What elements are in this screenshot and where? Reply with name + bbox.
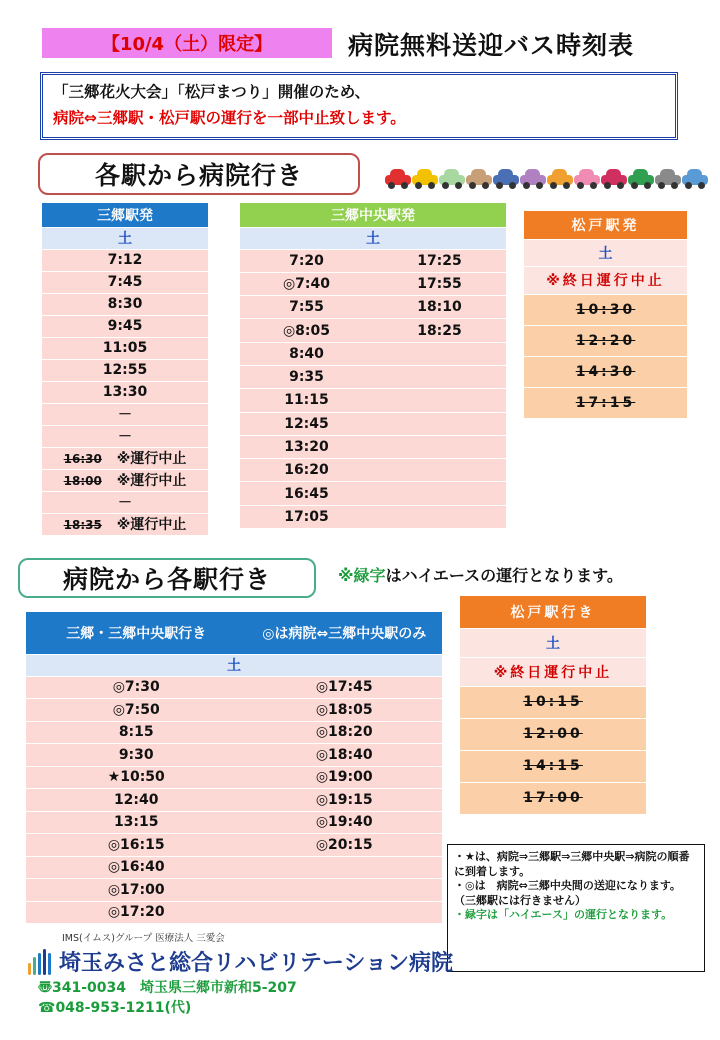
notice-line-2: 病院⇔三郷駅・松戸駅の運行を一部中止致します。 <box>53 109 406 127</box>
section-to-hospital-title: 各駅から病院行き <box>38 153 360 195</box>
misato-departure-table <box>42 203 208 536</box>
car-icon <box>493 168 519 190</box>
car-icon <box>601 168 627 190</box>
table-row <box>42 271 208 293</box>
table-row <box>42 381 208 403</box>
table-row <box>26 699 442 722</box>
time-cell <box>42 381 208 403</box>
time-cell <box>42 293 208 315</box>
table-row <box>26 879 442 902</box>
time-cell: 17:15 <box>524 387 687 418</box>
car-icon <box>520 168 546 190</box>
halt-note: ※運行中止 <box>111 473 187 489</box>
halt-note: ※運行中止 <box>111 451 187 467</box>
departure-time: 8:30 <box>107 296 143 312</box>
time-cell: 9:35 <box>240 365 373 388</box>
memo-circle: ・◎は 病院⇔三郷中央間の送迎になります。 <box>454 879 681 892</box>
time-cell: ◎18:20 <box>246 721 442 744</box>
table-row <box>240 296 506 319</box>
time-cell <box>373 482 506 505</box>
section-from-hospital-title: 病院から各駅行き <box>18 558 316 598</box>
time-cell <box>246 879 442 902</box>
time-cell <box>373 412 506 435</box>
departure-time: 12:55 <box>102 362 148 378</box>
to-matsudo-halt: ※終日運行中止 <box>460 657 646 686</box>
hospital-name: 埼玉みさと総合リハビリテーション病院 <box>59 951 454 976</box>
table-row <box>26 834 442 857</box>
table-row <box>26 856 442 879</box>
to-matsudo-table <box>460 596 646 815</box>
matsudo-departure-day: 土 <box>524 239 687 266</box>
postal-address: 〠341-0034 埼玉県三郷市新和5-207 <box>38 980 297 996</box>
misato-chuo-departure-day: 土 <box>240 227 506 249</box>
halt-note: ※運行中止 <box>111 517 187 533</box>
table-row <box>460 782 646 814</box>
table-row <box>26 811 442 834</box>
time-cell: 7:55 <box>240 296 373 319</box>
time-cell: 12:00 <box>460 718 646 750</box>
time-cell <box>373 365 506 388</box>
time-cell <box>373 435 506 458</box>
departure-time: 18:00 <box>63 474 102 488</box>
matsudo-departure-table <box>524 211 687 419</box>
car-icon <box>628 168 654 190</box>
car-icon <box>655 168 681 190</box>
time-cell: 17:25 <box>373 249 506 272</box>
time-cell <box>42 491 208 513</box>
time-cell <box>42 513 208 535</box>
table-row <box>42 403 208 425</box>
table-row <box>42 513 208 535</box>
matsudo-departure-halt: ※終日運行中止 <box>524 266 687 294</box>
misato-departure-day: 土 <box>42 227 208 249</box>
time-cell: ◎7:40 <box>240 272 373 295</box>
table-row <box>524 294 687 325</box>
table-row <box>460 718 646 750</box>
time-cell <box>42 337 208 359</box>
time-cell: ◎19:15 <box>246 789 442 812</box>
time-cell <box>42 425 208 447</box>
departure-time: 18:35 <box>63 518 102 532</box>
time-cell: 12:45 <box>240 412 373 435</box>
time-cell: 14:30 <box>524 356 687 387</box>
legend-memo <box>447 844 705 972</box>
departure-time: 16:30 <box>63 452 102 466</box>
table-row <box>26 721 442 744</box>
notice-box <box>40 72 678 140</box>
notice-line-1: 「三郷花火大会」「松戸まつり」開催のため、 <box>53 83 371 101</box>
time-cell: ◎17:20 <box>26 901 246 924</box>
car-icon <box>574 168 600 190</box>
car-icon <box>682 168 708 190</box>
time-cell: 10:30 <box>524 294 687 325</box>
time-cell: 8:40 <box>240 342 373 365</box>
to-misato-header-left: 三郷・三郷中央駅行き <box>26 612 246 654</box>
time-cell: 16:45 <box>240 482 373 505</box>
time-cell <box>42 359 208 381</box>
time-cell <box>373 459 506 482</box>
table-row <box>42 293 208 315</box>
time-cell: 18:10 <box>373 296 506 319</box>
departure-time: 13:30 <box>102 384 148 400</box>
time-cell: 18:25 <box>373 319 506 342</box>
table-row <box>42 447 208 469</box>
departure-time: 9:45 <box>107 318 143 334</box>
time-cell <box>42 271 208 293</box>
table-row <box>42 491 208 513</box>
car-icon <box>466 168 492 190</box>
time-cell <box>373 389 506 412</box>
time-cell: ◎19:00 <box>246 766 442 789</box>
table-row <box>240 435 506 458</box>
table-row <box>240 272 506 295</box>
time-cell: ◎18:40 <box>246 744 442 767</box>
time-cell <box>246 901 442 924</box>
table-row <box>240 249 506 272</box>
table-row <box>42 469 208 491</box>
matsudo-departure-header: 松戸駅発 <box>524 211 687 239</box>
time-cell <box>246 856 442 879</box>
table-row <box>524 387 687 418</box>
table-row <box>42 315 208 337</box>
memo-star: ・★は、病院⇒三郷駅⇒三郷中央駅⇒病院の順番に到着します。 <box>454 850 690 878</box>
time-cell: ◎16:40 <box>26 856 246 879</box>
car-icon <box>385 168 411 190</box>
to-misato-header-right: ◎は病院⇔三郷中央駅のみ <box>246 612 442 654</box>
time-cell: ◎7:50 <box>26 699 246 722</box>
table-row <box>26 901 442 924</box>
table-row <box>240 342 506 365</box>
departure-time: 7:12 <box>107 252 143 268</box>
table-row <box>240 482 506 505</box>
table-row <box>240 412 506 435</box>
memo-misato-note: （三郷駅には行きません） <box>454 893 586 907</box>
time-cell <box>42 469 208 491</box>
to-matsudo-header: 松戸駅行き <box>460 596 646 628</box>
car-icon <box>412 168 438 190</box>
time-cell: 13:15 <box>26 811 246 834</box>
table-row <box>524 356 687 387</box>
time-cell <box>42 315 208 337</box>
time-cell: 7:20 <box>240 249 373 272</box>
time-cell: ◎20:15 <box>246 834 442 857</box>
group-name: IMS(イムス)グループ 医療法人 三愛会 <box>62 933 225 944</box>
time-cell: 17:05 <box>240 505 373 528</box>
contact-info <box>38 978 297 1018</box>
table-row <box>26 789 442 812</box>
date-badge: 【10/4（土）限定】 <box>42 28 332 58</box>
time-cell: 14:15 <box>460 750 646 782</box>
time-cell <box>42 249 208 271</box>
misato-departure-header: 三郷駅発 <box>42 203 208 227</box>
time-cell: ◎8:05 <box>240 319 373 342</box>
time-cell: ◎17:45 <box>246 676 442 699</box>
table-row <box>42 425 208 447</box>
time-cell <box>373 505 506 528</box>
time-cell: 10:15 <box>460 686 646 718</box>
table-row <box>240 365 506 388</box>
time-cell: 12:20 <box>524 325 687 356</box>
time-cell: 17:00 <box>460 782 646 814</box>
departure-time: 11:05 <box>102 340 148 356</box>
page-title: 病院無料送迎バス時刻表 <box>348 31 635 60</box>
table-row <box>42 337 208 359</box>
table-row <box>26 676 442 699</box>
time-cell: ◎16:15 <box>26 834 246 857</box>
hiace-note-text: はハイエースの運行となります。 <box>385 566 623 585</box>
departure-time: － <box>118 495 132 511</box>
table-row <box>42 359 208 381</box>
time-cell: 12:40 <box>26 789 246 812</box>
hiace-note-green: ※緑字 <box>338 566 386 585</box>
time-cell: 13:20 <box>240 435 373 458</box>
hospital-logo <box>28 930 453 977</box>
time-cell: ◎18:05 <box>246 699 442 722</box>
table-row <box>240 505 506 528</box>
time-cell: 17:55 <box>373 272 506 295</box>
to-matsudo-day: 土 <box>460 628 646 657</box>
to-misato-table <box>26 612 442 924</box>
time-cell: ◎17:00 <box>26 879 246 902</box>
misato-chuo-departure-table <box>240 203 506 529</box>
departure-time: 7:45 <box>107 274 143 290</box>
time-cell: 9:30 <box>26 744 246 767</box>
phone-number: ☎048-953-1211(代) <box>38 1000 192 1016</box>
time-cell <box>42 403 208 425</box>
time-cell: ★10:50 <box>26 766 246 789</box>
time-cell <box>373 342 506 365</box>
table-row <box>460 750 646 782</box>
table-row <box>42 249 208 271</box>
hiace-note <box>338 563 623 586</box>
table-row <box>524 325 687 356</box>
table-row <box>460 686 646 718</box>
table-row <box>240 459 506 482</box>
time-cell: 8:15 <box>26 721 246 744</box>
logo-bars-icon <box>28 949 51 975</box>
time-cell: ◎19:40 <box>246 811 442 834</box>
table-row <box>240 389 506 412</box>
table-row <box>26 766 442 789</box>
table-row <box>26 744 442 767</box>
departure-time: － <box>118 429 132 445</box>
time-cell: 11:15 <box>240 389 373 412</box>
car-icon <box>547 168 573 190</box>
memo-hiace: ・緑字は「ハイエース」の運行となります。 <box>454 908 673 921</box>
table-row <box>240 319 506 342</box>
departure-time: － <box>118 407 132 423</box>
to-misato-day: 土 <box>26 654 442 676</box>
car-icon <box>439 168 465 190</box>
misato-chuo-departure-header: 三郷中央駅発 <box>240 203 506 227</box>
time-cell <box>42 447 208 469</box>
car-illustrations <box>385 168 708 190</box>
time-cell: ◎7:30 <box>26 676 246 699</box>
time-cell: 16:20 <box>240 459 373 482</box>
